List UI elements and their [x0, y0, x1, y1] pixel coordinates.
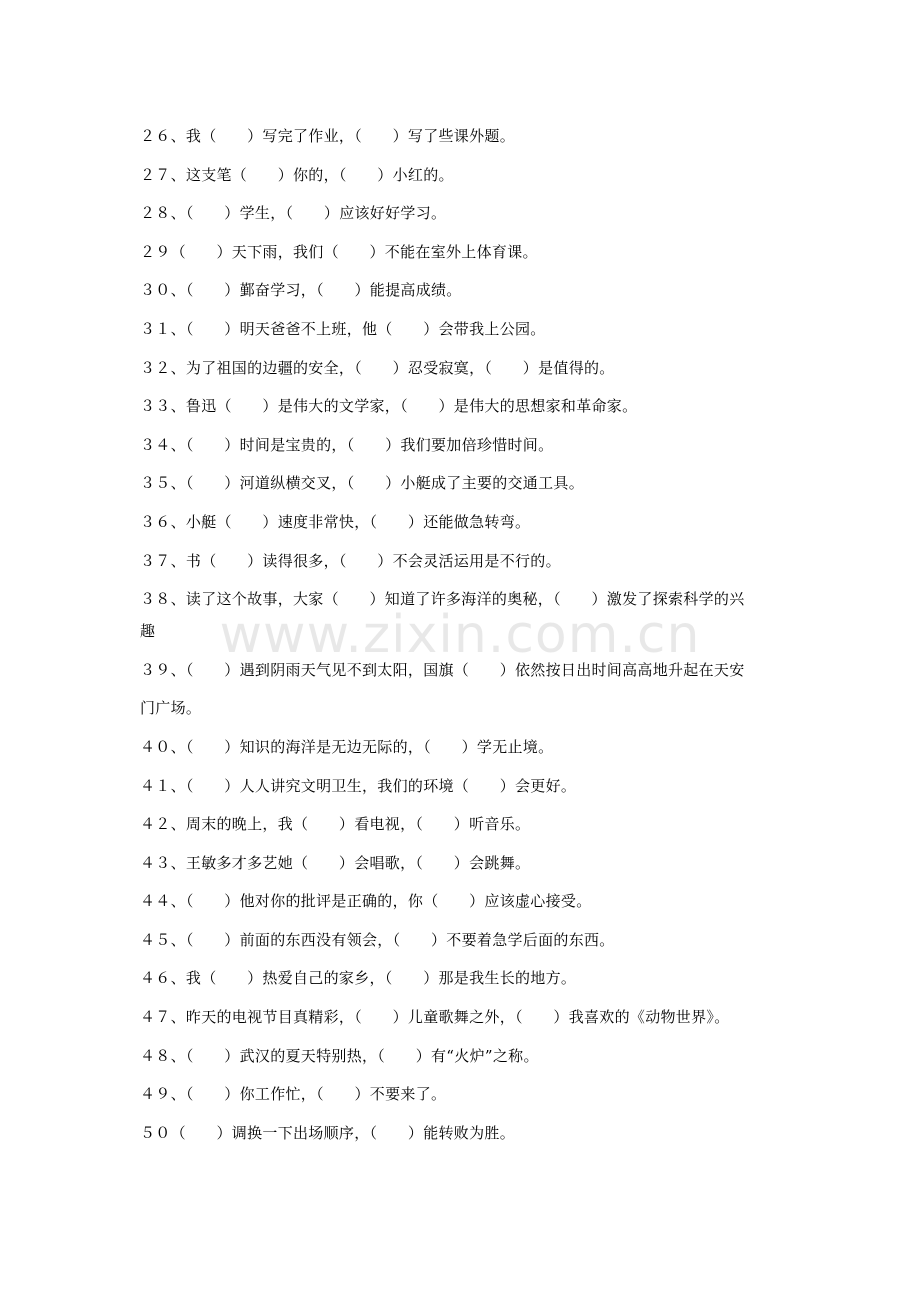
exercise-item-34: ３４、（ ）时间是宝贵的，（ ）我们要加倍珍惜时间。 [140, 435, 554, 454]
watermark: www.zixin.com.cn [219, 605, 701, 665]
exercise-item-46: ４６、我（ ）热爱自己的家乡，（ ）那是我生长的地方。 [140, 969, 577, 988]
exercise-item-37: ３７、书（ ）读得很多，（ ）不会灵活运用是不行的。 [140, 551, 561, 570]
exercise-item-43: ４３、王敏多才多艺她（ ）会唱歌，（ ）会跳舞。 [140, 853, 531, 872]
exercise-item-38-continued: 趣 [140, 622, 156, 641]
exercise-list [140, 124, 790, 1159]
exercise-item-28: ２８、（ ）学生，（ ）应该好好学习。 [140, 204, 447, 223]
exercise-item-40: ４０、（ ）知识的海洋是无边无际的，（ ）学无止境。 [140, 737, 554, 756]
exercise-item-44: ４４、（ ）他对你的批评是正确的，你（ ）应该虚心接受。 [140, 892, 592, 911]
exercise-item-26: ２６、我（ ）写完了作业，（ ）写了些课外题。 [140, 127, 516, 145]
exercise-item-30: ３０、（ ）鄞奋学习，（ ）能提高成绩。 [140, 281, 462, 300]
exercise-item-38: ３８、读了这个故事，大家（ ）知道了许多海洋的奥秘，（ ）激发了探索科学的兴 [140, 590, 745, 609]
exercise-item-39: ３９、（ ）遇到阴雨天气见不到太阳，国旗（ ）依然按日出时间高高地升起在天安 [140, 660, 745, 679]
exercise-item-35: ３５、（ ）河道纵横交叉，（ ）小艇成了主要的交通工具。 [140, 474, 585, 493]
exercise-item-47: ４７、昨天的电视节目真精彩，（ ）儿童歌舞之外，（ ）我喜欢的《动物世界》。 [140, 1008, 730, 1027]
exercise-item-36: ３６、小艇（ ）速度非常快，（ ）还能做急转弯。 [140, 512, 531, 531]
exercise-item-50: ５０（ ）调换一下出场顺序，（ ）能转败为胜。 [140, 1123, 516, 1142]
exercise-item-41: ４１、（ ）人人讲究文明卫生，我们的环境（ ）会更好。 [140, 776, 577, 795]
exercise-item-45: ４５、（ ）前面的东西没有领会，（ ）不要着急学后面的东西。 [140, 930, 615, 949]
exercise-item-39-continued: 门广场。 [140, 699, 202, 718]
exercise-item-29: ２９（ ）天下雨，我们（ ）不能在室外上体育课。 [140, 242, 538, 261]
exercise-item-32: ３２、为了祖国的边疆的安全，（ ）忍受寂寞，（ ）是值得的。 [140, 358, 615, 377]
exercise-item-33: ３３、鲁迅（ ）是伟大的文学家，（ ）是伟大的思想家和革命家。 [140, 397, 638, 416]
exercise-item-42: ４２、周末的晚上，我（ ）看电视，（ ）听音乐。 [140, 815, 531, 834]
exercise-item-27: ２７、这支笔（ ）你的，（ ）小红的。 [140, 165, 454, 184]
exercise-item-31: ３１、（ ）明天爸爸不上班，他（ ）会带我上公园。 [140, 319, 546, 338]
exercise-item-48: ４８、（ ）武汉的夏天特别热，（ ）有“火炉”之称。 [140, 1046, 539, 1065]
exercise-item-49: ４９、（ ）你工作忙，（ ）不要来了。 [140, 1085, 447, 1104]
